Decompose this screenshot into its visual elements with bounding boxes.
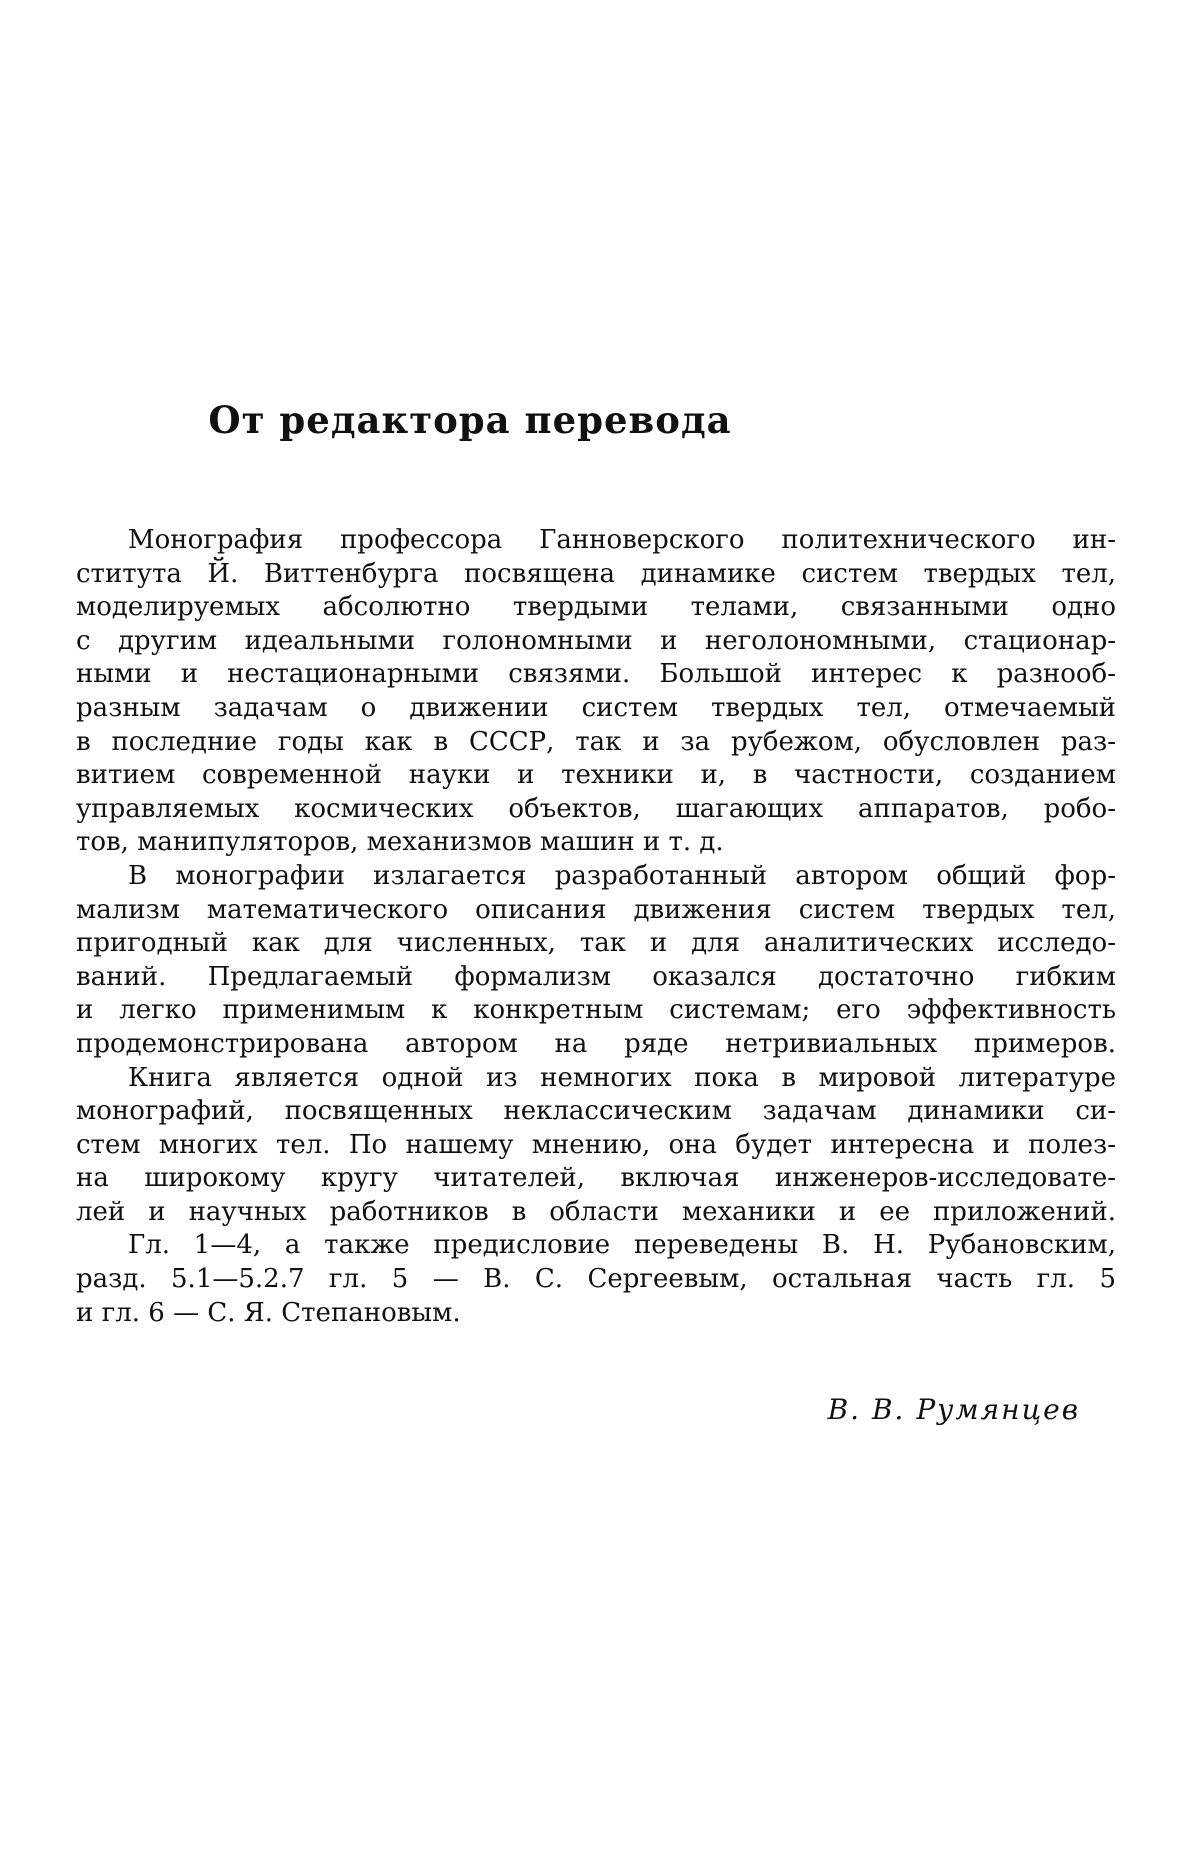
text-line: витием современной науки и техники и, в частности, созданием <box>76 760 1116 791</box>
text-line: на широкому кругу читателей, включая инженеров-исследовате- <box>76 1163 1116 1194</box>
text-line: ститута Й. Виттенбурга посвящена динамике систем твердых тел, <box>76 558 1116 589</box>
body-text <box>76 524 1116 1330</box>
paragraph-1 <box>76 524 1116 860</box>
text-line: в последние годы как в СССР, так и за рубежом, обусловлен раз- <box>76 726 1116 757</box>
text-line: ваний. Предлагаемый формализм оказался достаточно гибким <box>76 961 1116 992</box>
text-line: ными и нестационарными связями. Большой интерес к разнооб- <box>76 659 1116 690</box>
text-line: с другим идеальными голономными и неголономными, стационар- <box>76 625 1116 656</box>
text-line: разным задачам о движении систем твердых тел, отмечаемый <box>76 692 1116 723</box>
editor-signature: В. В. Румянцев <box>827 1393 1080 1426</box>
page-title: От редактора перевода <box>208 398 732 442</box>
paragraph-4 <box>76 1229 1116 1330</box>
text-line: управляемых космических объектов, шагающих аппаратов, робо- <box>76 793 1116 824</box>
text-line: разд. 5.1—5.2.7 гл. 5 — В. С. Сергеевым, остальная часть гл. 5 <box>76 1264 1116 1295</box>
text-line: продемонстрирована автором на ряде нетривиальных примеров. <box>76 1028 1116 1059</box>
text-line: и легко применимым к конкретным системам; его эффективность <box>76 995 1116 1026</box>
text-line: стем многих тел. По нашему мнению, она будет интересна и полез- <box>76 1129 1116 1160</box>
text-line: монографий, посвященных неклассическим задачам динамики си- <box>76 1096 1116 1127</box>
text-line: Гл. 1—4, а также предисловие переведены В. Н. Рубановским, <box>128 1230 1116 1261</box>
paragraph-3 <box>76 1062 1116 1230</box>
text-line: тов, манипуляторов, механизмов машин и т. д. <box>76 827 724 858</box>
text-line: Книга является одной из немногих пока в мировой литературе <box>128 1062 1116 1093</box>
paragraph-2 <box>76 860 1116 1062</box>
text-line: лей и научных работников в области механики и ее приложений. <box>76 1196 1116 1227</box>
text-line: Монография профессора Ганноверского политехнического ин- <box>128 525 1116 555</box>
text-line: В монографии излагается разработанный автором общий фор- <box>128 860 1116 891</box>
text-line: пригодный как для численных, так и для аналитических исследо- <box>76 928 1116 959</box>
text-line: моделируемых абсолютно твердыми телами, связанными одно <box>76 592 1116 623</box>
text-line: мализм математического описания движения систем твердых тел, <box>76 894 1116 925</box>
text-line: и гл. 6 — С. Я. Степановым. <box>76 1297 461 1328</box>
